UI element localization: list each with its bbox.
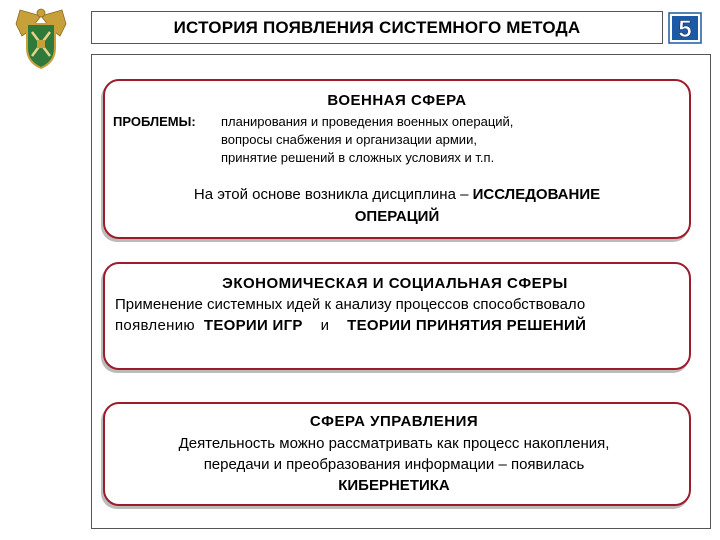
problems-label: ПРОБЛЕМЫ: (113, 114, 196, 129)
military-sphere-card (103, 79, 691, 239)
problem-item: планирования и проведения военных операций, (221, 114, 514, 129)
economic-social-sphere-card (103, 262, 691, 370)
military-conclusion (105, 186, 689, 203)
economic-line2 (115, 317, 586, 334)
slide-number: 5 (678, 16, 692, 43)
military-heading: ВОЕННАЯ СФЕРА (327, 92, 467, 109)
slide-number-badge (668, 12, 702, 44)
conclusion-prefix: На этой основе возникла дисциплина – (193, 186, 469, 203)
economic-line2-prefix: появлению (115, 317, 195, 334)
management-line1: Деятельность можно рассматривать как процесс накопления, (178, 435, 610, 452)
management-sphere-card (103, 402, 691, 506)
decision-theory: ТЕОРИИ ПРИНЯТИЯ РЕШЕНИЙ (347, 317, 587, 334)
management-line2: передачи и преобразования информации – появилась (203, 456, 585, 473)
emblem-icon (12, 6, 70, 72)
problem-item: принятие решений в сложных условиях и т.п. (221, 150, 495, 165)
game-theory: ТЕОРИИ ИГР (203, 317, 303, 334)
discipline-name-part1: ИССЛЕДОВАНИЕ (472, 186, 601, 203)
economic-heading: ЭКОНОМИЧЕСКАЯ И СОЦИАЛЬНАЯ СФЕРЫ (222, 275, 568, 292)
discipline-name-part2: ОПЕРАЦИЙ (354, 208, 440, 225)
economic-line1: Применение системных идей к анализу процессов способствовало (115, 296, 586, 313)
conjunction: и (320, 317, 330, 334)
page-title: ИСТОРИЯ ПОЯВЛЕНИЯ СИСТЕМНОГО МЕТОДА (91, 11, 663, 44)
problem-item: вопросы снабжения и организации армии, (221, 132, 477, 147)
cybernetics: КИБЕРНЕТИКА (338, 477, 450, 494)
management-heading: СФЕРА УПРАВЛЕНИЯ (309, 413, 479, 430)
